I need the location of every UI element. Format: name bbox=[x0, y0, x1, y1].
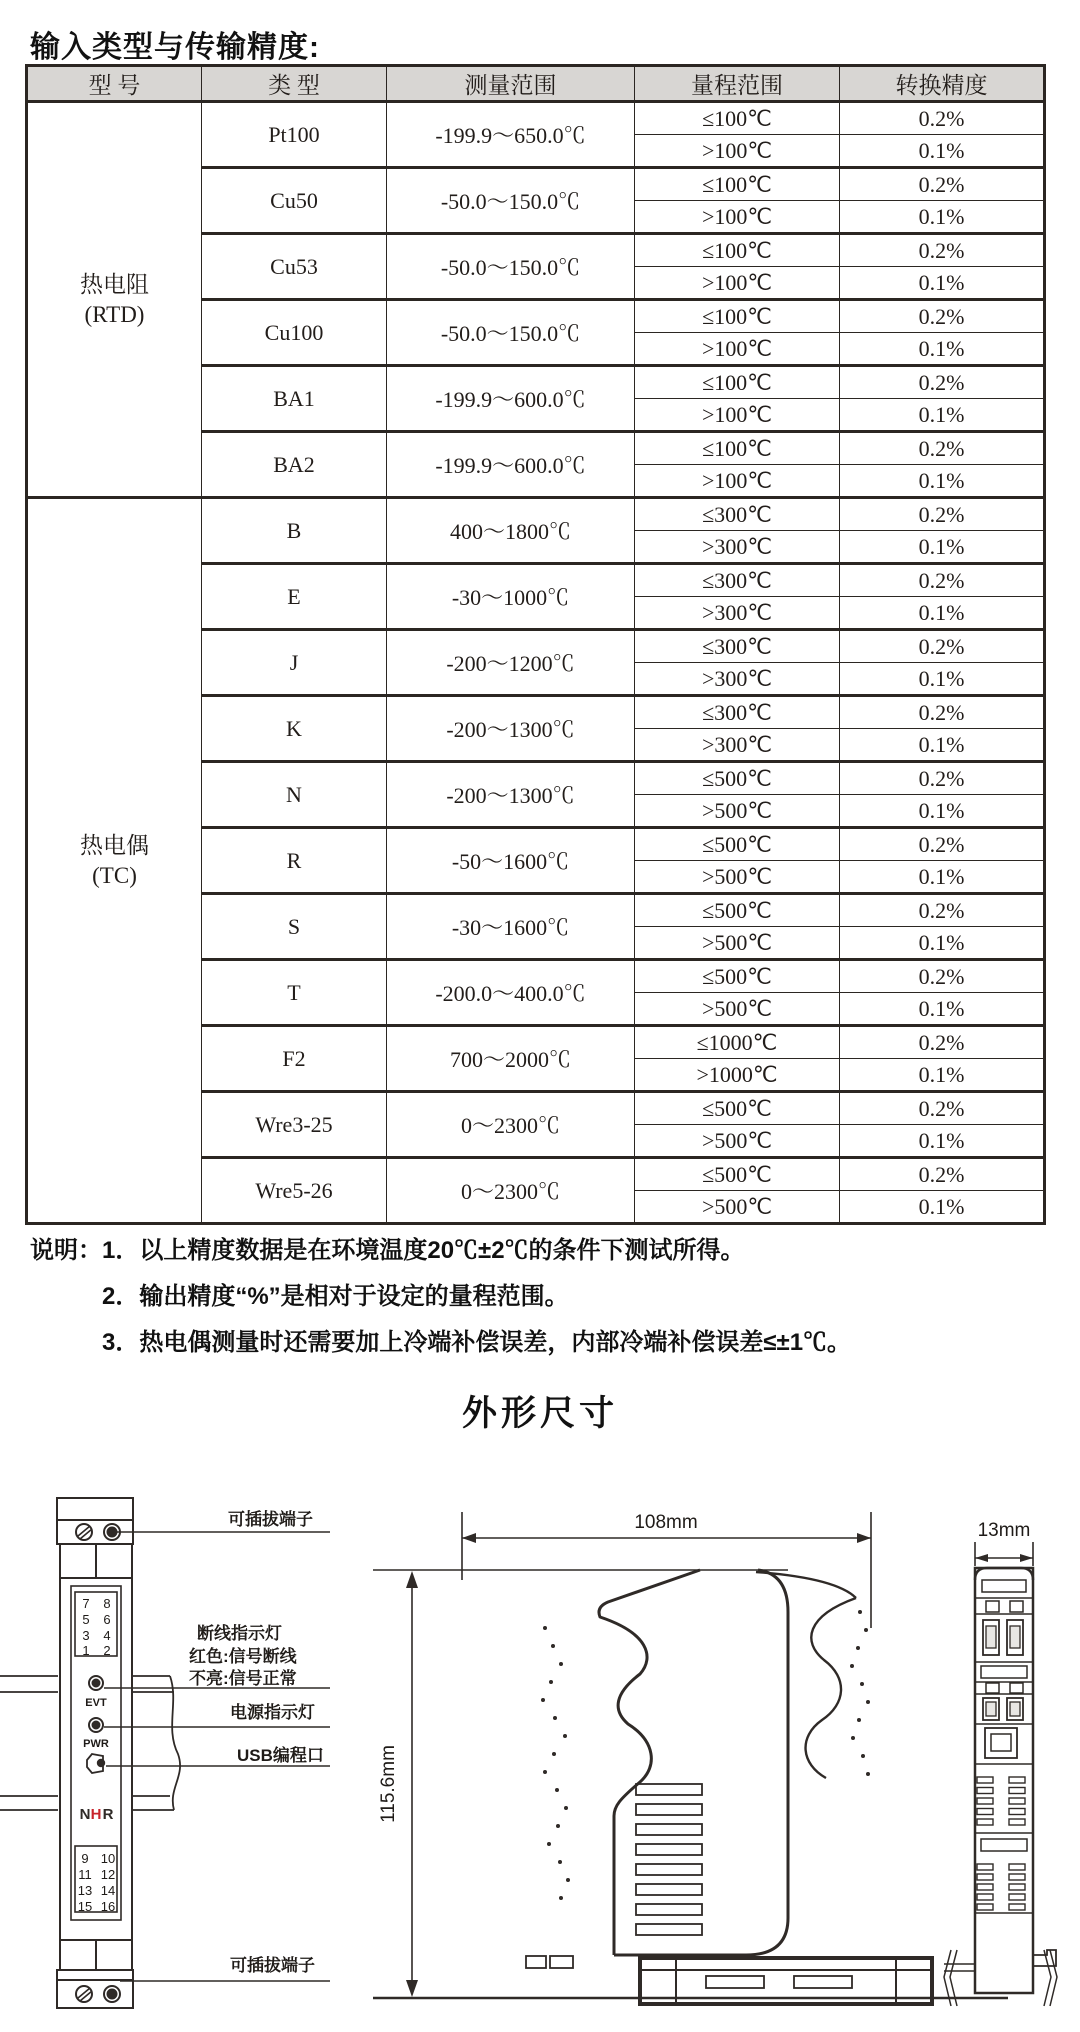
type-cell: R bbox=[202, 828, 387, 894]
vent-slots bbox=[636, 1784, 702, 1935]
span-range-cell: >300℃ bbox=[635, 729, 840, 762]
depth-dimension bbox=[975, 1520, 1033, 1566]
terminal-number: 3 bbox=[82, 1628, 90, 1643]
dimensions-title: 外形尺寸 bbox=[461, 1394, 618, 1433]
accuracy-cell: 0.1% bbox=[840, 927, 1045, 960]
measure-range-cell: -200～1200℃ bbox=[387, 630, 635, 696]
terminal-number: 13 bbox=[77, 1883, 93, 1898]
span-range-cell: ≤300℃ bbox=[635, 498, 840, 531]
accuracy-cell: 0.2% bbox=[840, 696, 1045, 729]
accuracy-cell: 0.2% bbox=[840, 300, 1045, 333]
type-cell: Wre5-26 bbox=[202, 1158, 387, 1224]
note-item-1: 1．以上精度数据是在环境温度20℃±2℃的条件下测试所得。 bbox=[102, 1237, 745, 1264]
terminal-number: 11 bbox=[78, 1867, 92, 1882]
span-range-cell: ≤500℃ bbox=[635, 762, 840, 795]
note-line-2: 2．输出精度“%”是相对于设定的量程范围。 bbox=[102, 1283, 569, 1310]
model-group-cell: 热电偶 (TC) bbox=[27, 498, 202, 1224]
accuracy-cell: 0.2% bbox=[840, 498, 1045, 531]
type-cell: E bbox=[202, 564, 387, 630]
terminal-number: 2 bbox=[103, 1643, 111, 1658]
evt-led-label: EVT bbox=[85, 1697, 107, 1709]
measure-range-cell: -200.0～400.0℃ bbox=[387, 960, 635, 1026]
span-range-cell: >100℃ bbox=[635, 267, 840, 300]
accuracy-cell: 0.1% bbox=[840, 663, 1045, 696]
span-range-cell: >500℃ bbox=[635, 993, 840, 1026]
width-dim-text: 108mm bbox=[634, 1512, 698, 1533]
rail-break-line bbox=[170, 1676, 180, 1810]
accuracy-table-body bbox=[27, 102, 1045, 1224]
measure-range-cell: -199.9～600.0℃ bbox=[387, 432, 635, 498]
accuracy-cell: 0.2% bbox=[840, 1092, 1045, 1125]
terminal-number: 12 bbox=[100, 1867, 116, 1882]
accuracy-cell: 0.2% bbox=[840, 432, 1045, 465]
terminal-number: 9 bbox=[81, 1851, 89, 1866]
column-header-span-range: 量程范围 bbox=[635, 66, 840, 102]
column-header-model: 型 号 bbox=[27, 66, 202, 102]
pwr-led-label: PWR bbox=[83, 1738, 109, 1750]
type-cell: Cu100 bbox=[202, 300, 387, 366]
terminal-number: 8 bbox=[103, 1596, 111, 1611]
measure-range-cell: -200～1300℃ bbox=[387, 696, 635, 762]
span-range-cell: >500℃ bbox=[635, 861, 840, 894]
svg-text:R: R bbox=[102, 1806, 114, 1823]
module-front-view bbox=[57, 1498, 133, 2008]
note-line-1 bbox=[30, 1236, 1050, 1266]
accuracy-cell: 0.1% bbox=[840, 1191, 1045, 1224]
terminal-number: 14 bbox=[100, 1883, 116, 1898]
span-range-cell: >500℃ bbox=[635, 1191, 840, 1224]
accuracy-cell: 0.1% bbox=[840, 135, 1045, 168]
broken-wire-indicator-label: 断线指示灯 bbox=[197, 1624, 282, 1643]
type-cell: J bbox=[202, 630, 387, 696]
span-range-cell: ≤100℃ bbox=[635, 366, 840, 399]
accuracy-cell: 0.1% bbox=[840, 993, 1045, 1026]
usb-port-label: USB编程口 bbox=[237, 1746, 324, 1765]
measure-range-cell: 700～2000℃ bbox=[387, 1026, 635, 1092]
column-header-type: 类 型 bbox=[202, 66, 387, 102]
notes-label: 说明： bbox=[30, 1237, 102, 1264]
measure-range-cell: -50.0～150.0℃ bbox=[387, 168, 635, 234]
type-cell: K bbox=[202, 696, 387, 762]
span-range-cell: ≤300℃ bbox=[635, 696, 840, 729]
type-cell: T bbox=[202, 960, 387, 1026]
accuracy-cell: 0.2% bbox=[840, 960, 1045, 993]
accuracy-cell: 0.2% bbox=[840, 828, 1045, 861]
accuracy-table bbox=[25, 64, 1046, 1225]
type-cell: BA2 bbox=[202, 432, 387, 498]
measure-range-cell: -50.0～150.0℃ bbox=[387, 234, 635, 300]
column-header-measure-range: 测量范围 bbox=[387, 66, 635, 102]
measure-range-cell: 0～2300℃ bbox=[387, 1092, 635, 1158]
accuracy-cell: 0.2% bbox=[840, 234, 1045, 267]
type-cell: BA1 bbox=[202, 366, 387, 432]
span-range-cell: ≤100℃ bbox=[635, 234, 840, 267]
accuracy-cell: 0.1% bbox=[840, 267, 1045, 300]
type-cell: N bbox=[202, 762, 387, 828]
accuracy-cell: 0.1% bbox=[840, 1125, 1045, 1158]
accuracy-cell: 0.2% bbox=[840, 1026, 1045, 1059]
accuracy-cell: 0.1% bbox=[840, 861, 1045, 894]
accuracy-cell: 0.2% bbox=[840, 894, 1045, 927]
terminal-number: 15 bbox=[77, 1899, 93, 1914]
accuracy-cell: 0.1% bbox=[840, 465, 1045, 498]
measure-range-cell: -200～1300℃ bbox=[387, 762, 635, 828]
model-group-cell: 热电阻 (RTD) bbox=[27, 102, 202, 498]
span-range-cell: ≤500℃ bbox=[635, 1092, 840, 1125]
terminal-number: 6 bbox=[103, 1612, 111, 1627]
span-range-cell: >100℃ bbox=[635, 399, 840, 432]
accuracy-cell: 0.1% bbox=[840, 399, 1045, 432]
notes-block bbox=[30, 1236, 1050, 1374]
table-row bbox=[27, 498, 1045, 531]
accuracy-cell: 0.2% bbox=[840, 762, 1045, 795]
type-cell: Cu53 bbox=[202, 234, 387, 300]
accuracy-cell: 0.1% bbox=[840, 531, 1045, 564]
module-end-view bbox=[944, 1520, 1057, 2006]
span-range-cell: ≤300℃ bbox=[635, 630, 840, 663]
type-cell: Pt100 bbox=[202, 102, 387, 168]
note-line-3: 3．热电偶测量时还需要加上冷端补偿误差，内部冷端补偿误差≤±1℃。 bbox=[102, 1329, 852, 1356]
span-range-cell: >100℃ bbox=[635, 333, 840, 366]
measure-range-cell: 0～2300℃ bbox=[387, 1158, 635, 1224]
accuracy-cell: 0.1% bbox=[840, 201, 1045, 234]
terminal-number: 7 bbox=[82, 1596, 90, 1611]
measure-range-cell: -30～1000℃ bbox=[387, 564, 635, 630]
broken-wire-red-label: 红色:信号断线 bbox=[189, 1647, 297, 1666]
accuracy-cell: 0.2% bbox=[840, 168, 1045, 201]
measure-range-cell: -50.0～150.0℃ bbox=[387, 300, 635, 366]
power-indicator-label: 电源指示灯 bbox=[230, 1703, 315, 1722]
table-row bbox=[27, 102, 1045, 135]
measure-range-cell: -199.9～650.0℃ bbox=[387, 102, 635, 168]
terminal-number: 4 bbox=[103, 1628, 111, 1643]
dimension-drawings bbox=[0, 1450, 1080, 2032]
accuracy-cell: 0.2% bbox=[840, 102, 1045, 135]
type-cell: F2 bbox=[202, 1026, 387, 1092]
accuracy-cell: 0.2% bbox=[840, 564, 1045, 597]
vent-slots bbox=[977, 1777, 1027, 1910]
plug-terminal-top-label: 可插拔端子 bbox=[228, 1510, 313, 1529]
type-cell: Cu50 bbox=[202, 168, 387, 234]
column-header-accuracy: 转换精度 bbox=[840, 66, 1045, 102]
table-header-row bbox=[27, 66, 1045, 102]
usb-opening bbox=[985, 1728, 1017, 1758]
accuracy-cell: 0.2% bbox=[840, 630, 1045, 663]
span-range-cell: >300℃ bbox=[635, 663, 840, 696]
broken-wire-off-label: 不亮:信号正常 bbox=[189, 1669, 297, 1688]
brand-logo bbox=[80, 1806, 114, 1823]
measure-range-cell: -30～1600℃ bbox=[387, 894, 635, 960]
span-range-cell: ≤100℃ bbox=[635, 432, 840, 465]
span-range-cell: >500℃ bbox=[635, 927, 840, 960]
terminal-number: 5 bbox=[82, 1612, 90, 1627]
span-range-cell: ≤500℃ bbox=[635, 1158, 840, 1191]
type-cell: B bbox=[202, 498, 387, 564]
terminal-number: 10 bbox=[100, 1851, 116, 1866]
rail-break-line bbox=[1044, 1950, 1057, 2006]
measure-range-cell: -199.9～600.0℃ bbox=[387, 366, 635, 432]
span-range-cell: ≤100℃ bbox=[635, 300, 840, 333]
span-range-cell: ≤500℃ bbox=[635, 894, 840, 927]
page-title: 输入类型与传输精度: bbox=[30, 31, 320, 64]
measure-range-cell: 400～1800℃ bbox=[387, 498, 635, 564]
span-range-cell: >500℃ bbox=[635, 1125, 840, 1158]
callout-labels bbox=[104, 1509, 330, 1981]
svg-text:H: H bbox=[90, 1806, 102, 1823]
module-side-view bbox=[373, 1512, 1008, 2004]
depth-dim-text: 13mm bbox=[977, 1520, 1031, 1541]
span-range-cell: >500℃ bbox=[635, 795, 840, 828]
accuracy-cell: 0.1% bbox=[840, 1059, 1045, 1092]
span-range-cell: ≤300℃ bbox=[635, 564, 840, 597]
span-range-cell: ≤500℃ bbox=[635, 828, 840, 861]
type-cell: Wre3-25 bbox=[202, 1092, 387, 1158]
span-range-cell: >100℃ bbox=[635, 201, 840, 234]
accuracy-cell: 0.1% bbox=[840, 597, 1045, 630]
span-range-cell: >300℃ bbox=[635, 531, 840, 564]
accuracy-cell: 0.1% bbox=[840, 333, 1045, 366]
span-range-cell: >300℃ bbox=[635, 597, 840, 630]
span-range-cell: ≤1000℃ bbox=[635, 1026, 840, 1059]
terminal-number: 1 bbox=[82, 1643, 90, 1658]
terminal-number: 16 bbox=[100, 1899, 116, 1914]
svg-text:N: N bbox=[79, 1806, 91, 1823]
accuracy-cell: 0.1% bbox=[840, 795, 1045, 828]
accuracy-cell: 0.2% bbox=[840, 366, 1045, 399]
height-dim-text: 115.6mm bbox=[378, 1745, 399, 1823]
span-range-cell: >1000℃ bbox=[635, 1059, 840, 1092]
measure-range-cell: -50～1600℃ bbox=[387, 828, 635, 894]
span-range-cell: ≤100℃ bbox=[635, 168, 840, 201]
plug-terminal-bottom-label: 可插拔端子 bbox=[230, 1956, 315, 1975]
span-range-cell: ≤500℃ bbox=[635, 960, 840, 993]
span-range-cell: >100℃ bbox=[635, 135, 840, 168]
height-dimension bbox=[373, 1570, 788, 1997]
accuracy-cell: 0.1% bbox=[840, 729, 1045, 762]
type-cell: S bbox=[202, 894, 387, 960]
accuracy-cell: 0.2% bbox=[840, 1158, 1045, 1191]
span-range-cell: >100℃ bbox=[635, 465, 840, 498]
span-range-cell: ≤100℃ bbox=[635, 102, 840, 135]
dotted-hidden-edge bbox=[541, 1610, 870, 1900]
